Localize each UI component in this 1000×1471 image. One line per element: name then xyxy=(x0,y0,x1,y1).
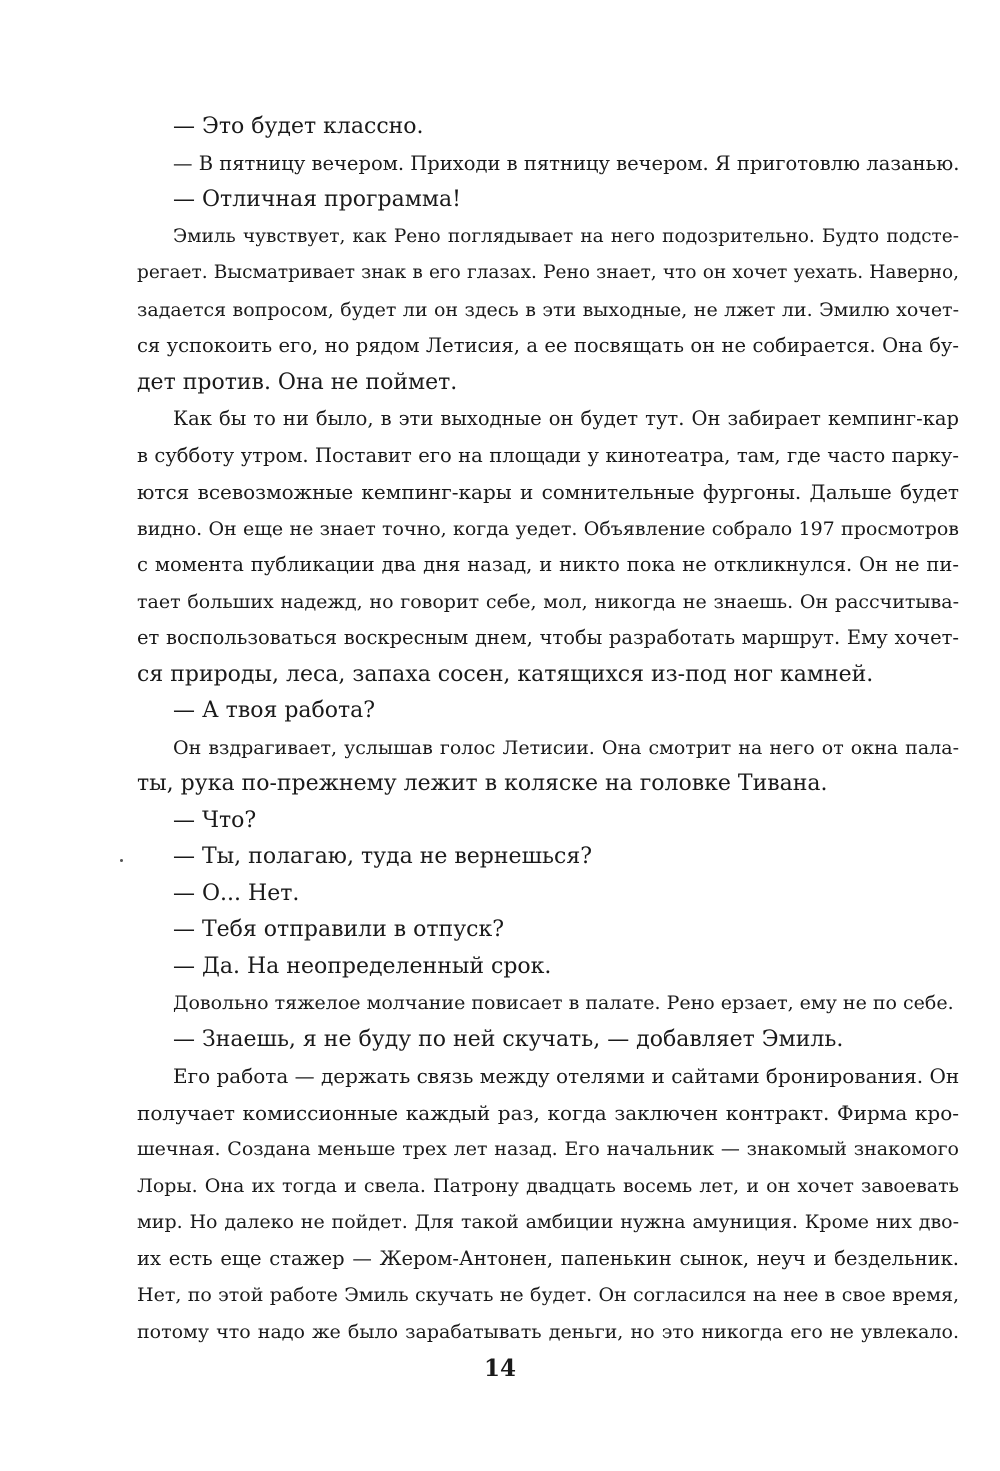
text-line: с момента публикации два дня назад, и никто пока не откликнулся. Он не пи- xyxy=(137,553,959,576)
text-line: их есть еще стажер — Жером-Антонен, папенькин сынок, неуч и бездельник. xyxy=(137,1246,959,1270)
text-line: потому что надо же было зарабатывать деньги, но это никогда его не увлекало. xyxy=(137,1320,959,1343)
text-line: ются всевозможные кемпинг-кары и сомнительные фургоны. Дальше будет xyxy=(137,480,959,504)
text-line: Он вздрагивает, услышав голос Летисии. Она смотрит на него от окна пала- xyxy=(173,736,959,759)
text-line: — А твоя работа? xyxy=(173,698,376,723)
text-line: Нет, по этой работе Эмиль скучать не будет. Он согласился на нее в свое время, xyxy=(137,1284,959,1306)
text-line: Его работа — держать связь между отелями и сайтами бронирования. Он xyxy=(173,1064,959,1088)
text-line: Довольно тяжелое молчание повисает в палате. Рено ерзает, ему не по себе. xyxy=(173,992,954,1014)
text-line: — Это будет классно. xyxy=(173,114,424,139)
text-line: Как бы то ни было, в эти выходные он будет тут. Он забирает кемпинг-кар xyxy=(173,407,959,430)
text-line: ты, рука по-прежнему лежит в коляске на головке Тивана. xyxy=(137,771,828,796)
text-line: ет воспользоваться воскресным днем, чтобы разработать маршрут. Ему хочет- xyxy=(137,626,959,649)
text-line: ся природы, леса, запаха сосен, катящихся из-под ног камней. xyxy=(137,661,874,687)
print-speck xyxy=(120,859,123,862)
text-line: — О... Нет. xyxy=(173,880,300,906)
text-line: дет против. Она не поймет. xyxy=(137,369,458,395)
text-line: — Ты, полагаю, туда не вернешься? xyxy=(173,844,592,869)
text-line: тает больших надежд, но говорит себе, мол, никогда не знаешь. Он рассчитыва- xyxy=(137,590,959,613)
text-line: в субботу утром. Поставит его на площади у кинотеатра, там, где часто парку- xyxy=(137,443,959,467)
text-line: — Да. На неопределенный срок. xyxy=(173,953,552,979)
text-line: получает комиссионные каждый раз, когда заключен контракт. Фирма кро- xyxy=(137,1100,959,1125)
text-line: Лоры. Она их тогда и свела. Патрону двадцать восемь лет, и он хочет завоевать xyxy=(137,1174,959,1197)
text-line: — Отличная программа! xyxy=(173,187,461,212)
body-text xyxy=(137,109,959,1350)
text-line: — Тебя отправили в отпуск? xyxy=(173,917,505,942)
text-line: регает. Высматривает знак в его глазах. Рено знает, что он хочет уехать. Наверно, xyxy=(137,262,959,283)
text-line: — В пятницу вечером. Приходи в пятницу вечером. Я приготовлю лазанью. xyxy=(173,151,959,175)
text-line: шечная. Создана меньше трех лет назад. Его начальник — знакомый знакомого xyxy=(137,1138,959,1160)
page-number: 14 xyxy=(483,1355,516,1382)
text-line: Эмиль чувствует, как Рено поглядывает на него подозрительно. Будто подсте- xyxy=(173,225,959,247)
text-line: — Что? xyxy=(173,807,257,833)
text-line: — Знаешь, я не буду по ней скучать, — добавляет Эмиль. xyxy=(173,1026,844,1052)
text-line: мир. Но далеко не пойдет. Для такой амбиции нужна амуниция. Кроме них дво- xyxy=(137,1211,959,1233)
text-line: задается вопросом, будет ли он здесь в эти выходные, не лжет ли. Эмилю хочет- xyxy=(137,298,959,321)
text-line: ся успокоить его, но рядом Летисия, а ее посвящать он не собирается. Она бу- xyxy=(137,334,959,357)
text-line: видно. Он еще не знает точно, когда уедет. Объявление собрало 197 просмотров xyxy=(137,517,959,540)
